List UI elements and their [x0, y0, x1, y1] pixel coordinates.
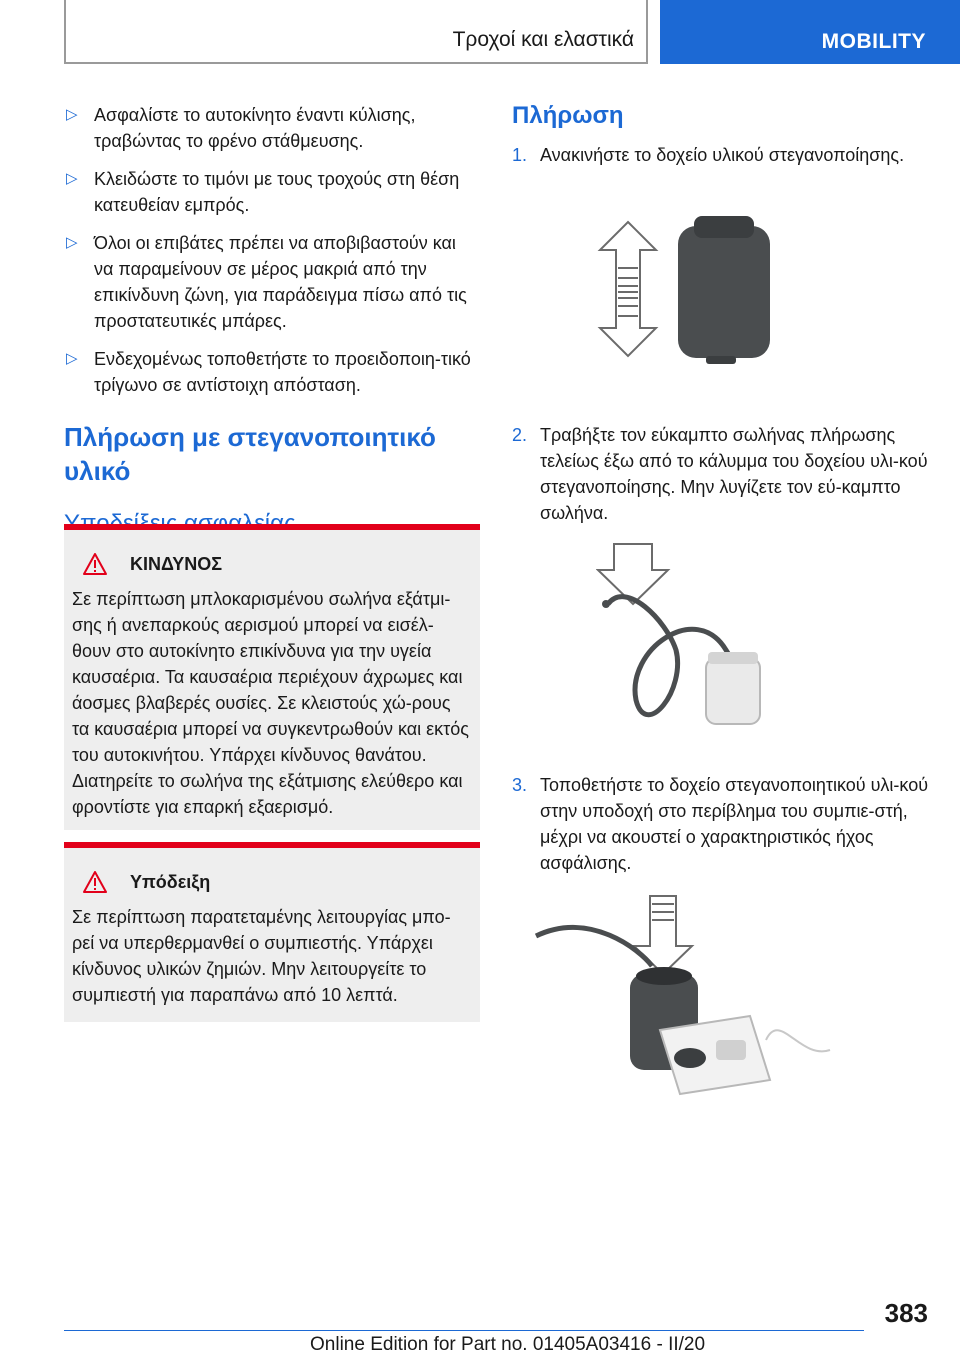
step-item	[512, 422, 932, 526]
warning-triangle-icon	[82, 870, 108, 894]
header-tab[interactable]	[660, 0, 960, 64]
step-item	[512, 142, 932, 168]
list-item	[64, 346, 480, 398]
step-item	[512, 772, 932, 876]
list-item-text: Ασφαλίστε το αυτοκίνητο έναντι κύλισης, τραβώντας το φρένο στάθμευσης.	[94, 105, 416, 151]
triangle-bullet-icon: ▷	[66, 170, 78, 187]
step-number: 1.	[512, 145, 528, 165]
note-text: Σε περίπτωση παρατεταμένης λειτουργίας μπο-ρεί να υπερθερμανθεί ο συμπιεστής. Υπάρχει κίνδυνος υλικών ζημιών. Μην λειτουργείτε το συμπιεστή για παραπάνω από 10 λεπτά.	[72, 907, 451, 1005]
danger-text: Σε περίπτωση μπλοκαρισμένου σωλήνα εξάτμι-σης ή ανεπαρκούς αερισμού μπορεί να εισέλ-θουν στο αυτοκίνητο επικίνδυνα για την υγεία καυσαέρια. Τα καυσαέρια περιέχουν άχρωμες και άοσμες βλαβερές ουσίες. Σε κλειστούς χώ-ρους τα καυσαέρια μπορεί να συγκεντρωθούν και εκτός του αυτοκινήτου. Υπάρχει κίνδυνος θανάτου. Διατηρείτε το σωλήνα της εξάτμισης ελεύθερο και φροντίστε για επαρκή εξαερισμό.	[72, 589, 469, 817]
list-item-text: Ενδεχομένως τοποθετήστε το προειδοποιη-τικό τρίγωνο σε αντίστοιχη απόσταση.	[94, 349, 471, 395]
page-number: 383	[884, 1298, 928, 1328]
note-title-row	[72, 870, 470, 894]
triangle-bullet-icon: ▷	[66, 106, 78, 123]
note-title: Υπόδειξη	[130, 871, 211, 892]
step-text: Ανακινήστε το δοχείο υλικού στεγανοποίησης.	[540, 145, 905, 165]
shake-container-illustration	[588, 210, 778, 370]
header-section-box	[64, 0, 648, 64]
danger-title: ΚΙΝΔΥΝΟΣ	[130, 553, 223, 574]
section-heading: Πλήρωση με στεγανοποιητικό υλικό	[64, 422, 436, 486]
note-box	[64, 842, 480, 1022]
step-number: 2.	[512, 425, 528, 445]
step-text: Τραβήξτε τον εύκαμπτο σωλήνας πλήρωσης τελείως έξω από το κάλυμμα του δοχείου υλι-κού στεγανοποίησης. Μην λυγίζετε τον εύ-καμπτο σωλήνα.	[540, 425, 928, 523]
warning-triangle-icon	[82, 552, 108, 576]
list-item	[64, 102, 480, 154]
list-item-text: Κλειδώστε το τιμόνι με τους τροχούς στη θέση κατευθείαν εμπρός.	[94, 169, 460, 215]
footer-edition-text: Online Edition for Part no. 01405A03416 - II/20	[310, 1334, 706, 1355]
header-tab-label: MOBILITY	[821, 30, 926, 53]
step-number: 3.	[512, 775, 528, 795]
triangle-bullet-icon: ▷	[66, 350, 78, 367]
triangle-bullet-icon: ▷	[66, 234, 78, 251]
footer-divider	[64, 1330, 864, 1331]
header-section-title: Τροχοί και ελαστικά	[452, 28, 634, 51]
left-column	[64, 102, 480, 540]
list-item	[64, 230, 480, 334]
insert-container-illustration	[530, 890, 840, 1105]
danger-box	[64, 524, 480, 830]
step-text: Τοποθετήστε το δοχείο στεγανοποιητικού υλι-κού στην υποδοχή στο περίβλημα του συμπιε-στή, μέχρι να ακουστεί ο χαρακτηριστικός ήχος ασφάλισης.	[540, 775, 929, 873]
danger-title-row	[72, 552, 470, 576]
right-heading: Πλήρωση	[512, 102, 624, 129]
list-item-text: Όλοι οι επιβάτες πρέπει να αποβιβαστούν και να παραμείνουν σε μέρος μακριά από την επικίνδυνη ζώνη, για παράδειγμα πίσω από τις προστατευτικές μπάρες.	[94, 233, 467, 331]
list-item	[64, 166, 480, 218]
pull-hose-illustration	[596, 540, 776, 740]
